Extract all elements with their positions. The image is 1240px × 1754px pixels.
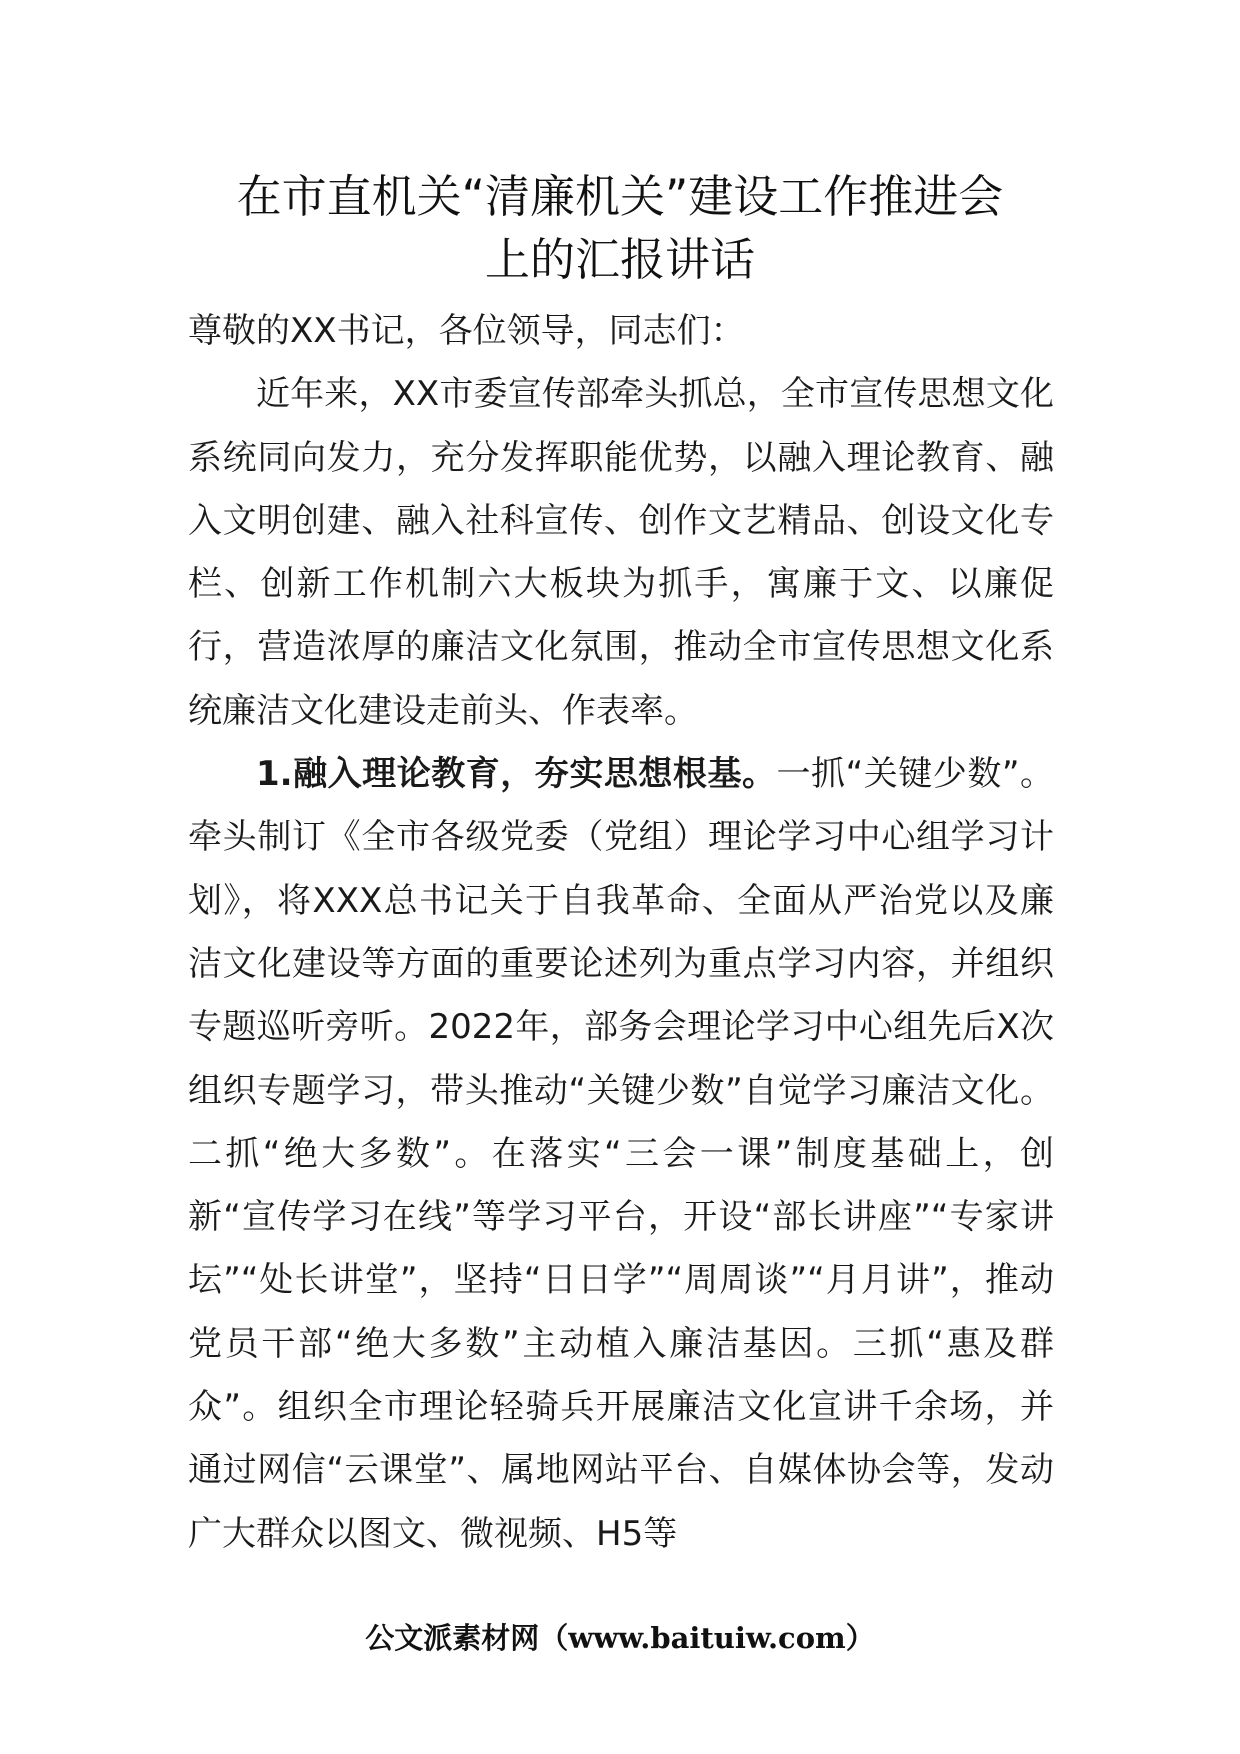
section-1-body: 一抓“关键少数”。牵头制订《全市各级党委（党组）理论学习中心组学习计划》，将XXX总书记关于自我革命、全面从严治党以及廉洁文化建设等方面的重要论述列为重点学习内容，并组织专题巡听旁听。2022年，部务会理论学习中心组先后X次组织专题学习，带头推动“关键少数”自觉学习廉洁文化。二抓“绝大多数”。在落实“三会一课”制度基础上，创新“宣传学习在线”等学习平台，开设“部长讲座”“专家讲坛”“处长讲堂”，坚持“日日学”“周周谈”“月月讲”，推动党员干部“绝大多数”主动植入廉洁基因。三抓“惠及群众”。组织全市理论轻骑兵开展廉洁文化宣讲千余场，并通过网信“云课堂”、属地网站平台、自媒体协会等，发动广大群众以图文、微视频、H5等 (188, 754, 1054, 1554)
section-1-lead: 1.融入理论教育，夯实思想根基。 (256, 754, 777, 795)
intro-paragraph: 近年来，XX市委宣传部牵头抓总，全市宣传思想文化系统同向发力，充分发挥职能优势，以融入理论教育、融入文明创建、融入社科宣传、创作文艺精品、创设文化专栏、创新工作机制六大板块为抓手，寓廉于文、以廉促行，营造浓厚的廉洁文化氛围，推动全市宣传思想文化系统廉洁文化建设走前头、作表率。 (188, 374, 1054, 731)
title-line-1: 在市直机关“清廉机关”建设工作推进会 (236, 170, 1004, 223)
salutation: 尊敬的XX书记，各位领导，同志们： (188, 311, 745, 351)
section-1-paragraph (188, 743, 1054, 1566)
footer-watermark: 公文派素材网（www.baituiw.com） (365, 1621, 875, 1655)
title-line-2: 上的汇报讲话 (484, 233, 755, 286)
document-body (188, 300, 1054, 1566)
document-title (190, 165, 1050, 291)
